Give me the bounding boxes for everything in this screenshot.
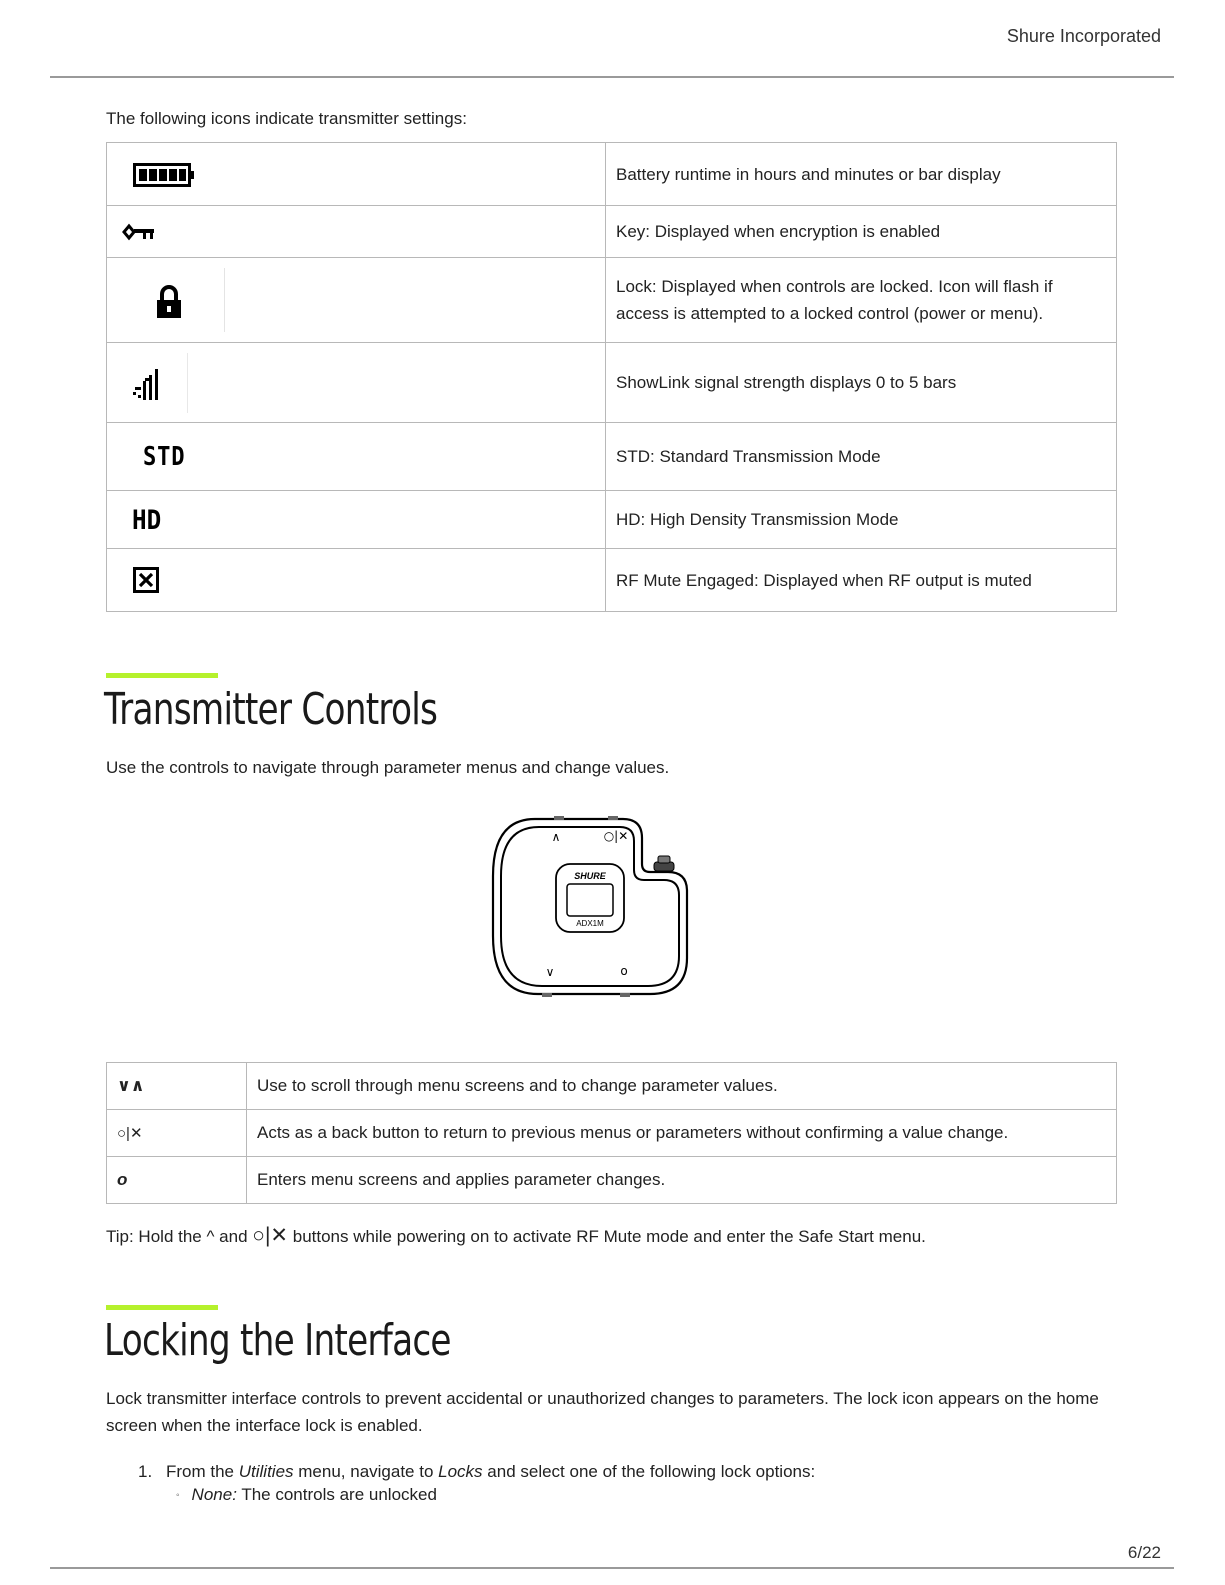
signal-bars-icon xyxy=(133,367,165,406)
back-button-symbol: ○|✕ xyxy=(252,1224,289,1247)
footer-rule xyxy=(50,1567,1174,1569)
device-down-button[interactable]: ∨ xyxy=(545,965,555,979)
list-number: 1. xyxy=(138,1462,153,1481)
battery-icon xyxy=(133,163,195,192)
header-rule xyxy=(50,76,1174,78)
section-text: Use the controls to navigate through parameter menus and change values. xyxy=(106,758,670,777)
table-row xyxy=(107,491,1117,549)
key-icon xyxy=(122,223,156,246)
company-name: Shure Incorporated xyxy=(1006,26,1161,46)
section-title-locking-the-interface: Locking the Interface xyxy=(104,1315,451,1366)
menu-name: Locks xyxy=(438,1462,483,1481)
table-row xyxy=(107,423,1117,491)
table-row xyxy=(107,549,1117,612)
device-brand: SHURE xyxy=(574,871,606,881)
section-title-transmitter-controls: Transmitter Controls xyxy=(104,684,438,735)
transmitter-outline xyxy=(490,816,700,1002)
divider xyxy=(187,353,188,413)
control-description: Enters menu screens and applies parameter changes. xyxy=(247,1157,1117,1204)
control-symbol-scroll: ∨∧ xyxy=(107,1063,247,1110)
hd-icon: HD xyxy=(132,505,162,536)
section-accent-bar xyxy=(106,673,218,678)
table-row xyxy=(107,343,1117,423)
list-item: 1. From the Utilities menu, navigate to Locks and select one of the following lock options: xyxy=(138,1458,815,1485)
controls-table xyxy=(106,1062,1117,1204)
device-model: ADX1M xyxy=(576,919,604,928)
control-symbol-enter: o xyxy=(107,1157,247,1204)
table-row xyxy=(107,258,1117,343)
icon-description: ShowLink signal strength displays 0 to 5 bars xyxy=(606,343,1117,423)
page-number: 6/22 xyxy=(1127,1543,1161,1562)
control-symbol-back: ○|✕ xyxy=(107,1110,247,1157)
icon-table xyxy=(106,142,1117,612)
list-item: ◦ None: The controls are unlocked xyxy=(176,1485,437,1504)
control-description: Use to scroll through menu screens and to change parameter values. xyxy=(247,1063,1117,1110)
control-description: Acts as a back button to return to previous menus or parameters without confirming a value change. xyxy=(247,1110,1117,1157)
device-enter-button[interactable]: o xyxy=(620,964,628,978)
section-accent-bar xyxy=(106,1305,218,1310)
table-row xyxy=(107,143,1117,206)
lock-icon xyxy=(155,285,183,324)
std-icon: STD xyxy=(143,442,186,472)
section-text: Lock transmitter interface controls to prevent accidental or unauthorized changes to parameters. The lock icon appears on the home screen when the interface lock is enabled. xyxy=(106,1389,1099,1435)
intro-text: The following icons indicate transmitter settings: xyxy=(106,109,467,128)
table-row xyxy=(107,206,1117,258)
table-row xyxy=(107,1110,1117,1157)
table-row xyxy=(107,1063,1117,1110)
icon-description: HD: High Density Transmission Mode xyxy=(606,491,1117,549)
icon-description: Key: Displayed when encryption is enabled xyxy=(606,206,1117,258)
rf-mute-icon xyxy=(133,567,159,598)
icon-description: RF Mute Engaged: Displayed when RF output is muted xyxy=(606,549,1117,612)
device-up-button[interactable]: ∧ xyxy=(551,830,561,844)
icon-description: Lock: Displayed when controls are locked. Icon will flash if access is attempted to a locked control (power or menu). xyxy=(606,258,1117,343)
divider xyxy=(224,268,225,332)
table-row xyxy=(107,1157,1117,1204)
icon-description: Battery runtime in hours and minutes or bar display xyxy=(606,143,1117,206)
bullet-icon: ◦ xyxy=(176,1490,180,1501)
menu-name: Utilities xyxy=(238,1462,294,1481)
tip-text: Tip: Hold the ^ and ○|✕ buttons while powering on to activate RF Mute mode and enter the Safe Start menu. xyxy=(106,1224,926,1247)
device-back-button[interactable]: ○|✕ xyxy=(603,829,629,843)
icon-description: STD: Standard Transmission Mode xyxy=(606,423,1117,491)
transmitter-illustration xyxy=(490,816,700,1007)
